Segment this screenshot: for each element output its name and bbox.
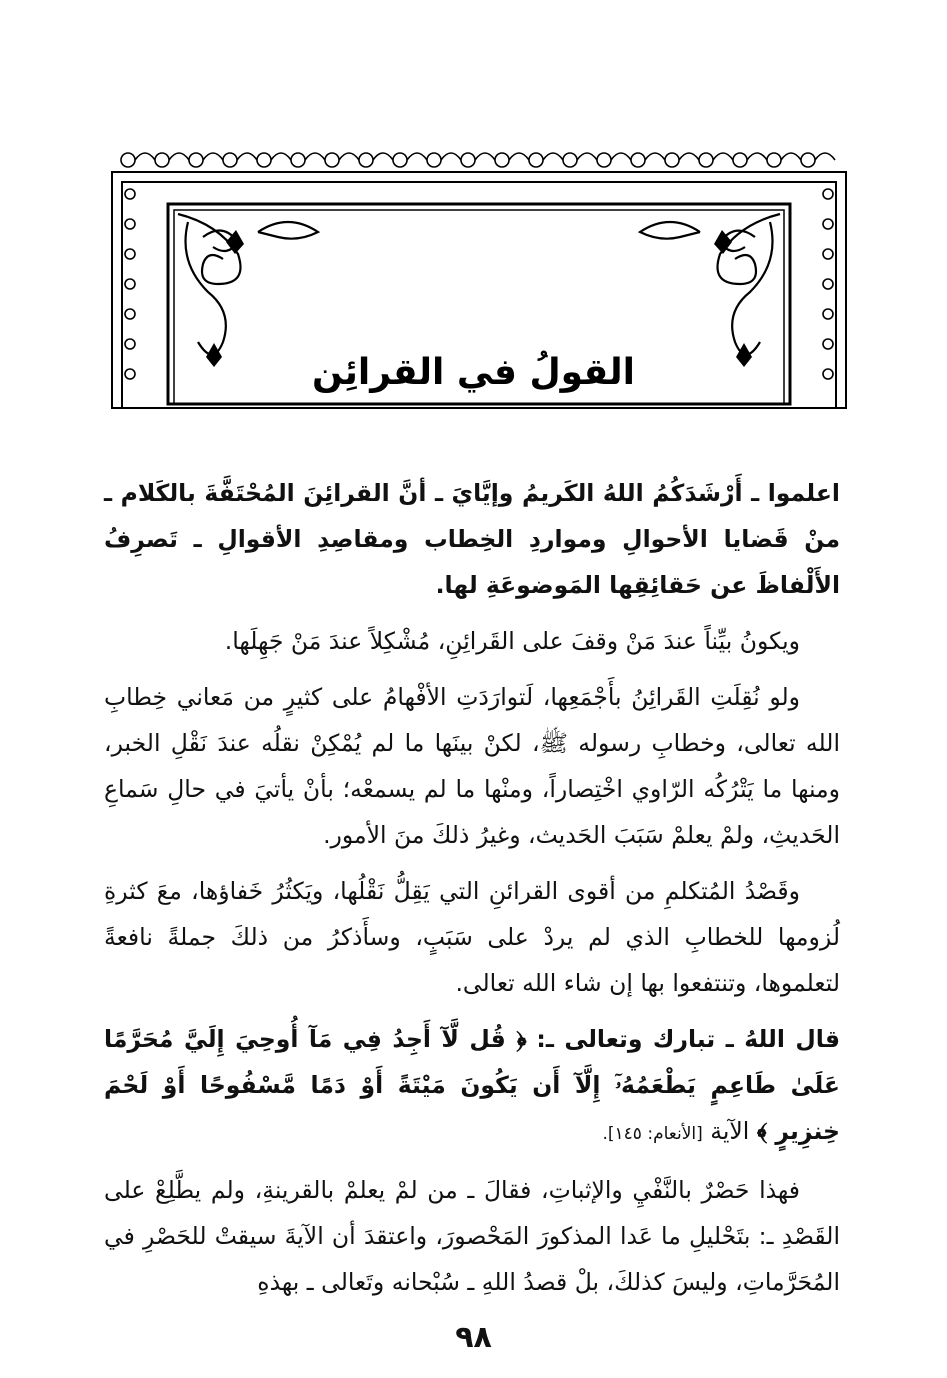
verse-reference: [الأنعام: ١٤٥].: [602, 1124, 703, 1144]
paragraph-1: [104, 470, 840, 608]
chapter-title: القولُ في القرائِن: [311, 352, 636, 393]
verse-suffix: الآية: [710, 1117, 750, 1145]
page-body: [104, 470, 840, 1315]
paragraph-1-text: اعلموا ـ أَرْشَدَكُمُ اللهُ الكَريمُ وإيَّايَ ـ أنَّ القرائِنَ المُحْتَفَّةَ بالكَلام ـ منْ قَضايا الأحوالِ ومواردِ الخِطاب ومقاصِدِ الأقوالِ ـ تَصرِفُ الأَلْفاظَ عن حَقائِقِها المَوضوعَةِ لها.: [104, 479, 840, 599]
page-number: ٩٨: [455, 1320, 492, 1355]
verse-paragraph: [104, 1016, 840, 1157]
paragraph-final: فهذا حَصْرٌ بالنَّفْيِ والإثباتِ، فقالَ ـ من لمْ يعلمْ بالقرينةِ، ولم يطَّلِعْ على القَصْدِ ـ: بتَحْليلِ ما عَدا المذكورَ المَحْصورَ، واعتقدَ أن الآيةَ سيقتْ للحَصْرِ في المُحَرَّماتِ، وليسَ كذلكَ، بلْ قصدُ اللهِ ـ سُبْحانه وتَعالى ـ بهذهِ: [104, 1176, 840, 1296]
verse-intro: قال اللهُ ـ تبارك وتعالى ـ:: [536, 1025, 840, 1053]
quran-verse: ﴿ قُل لَّآ أَجِدُ فِي مَآ أُوحِيَ إِلَيَّ مُحَرَّمًا عَلَىٰ طَاعِمٍ يَطْعَمُهُۥٓ إِلَّآ أَن يَكُونَ مَيْتَةً أَوْ دَمًا مَّسْفُوحًا أَوْ لَحْمَ خِنزِيرٍ ﴾: [104, 1025, 840, 1145]
paragraph-4: وقَصْدُ المُتكلمِ من أقوى القرائنِ التي يَقِلُّ نَقْلُها، ويَكثُرُ خَفاؤها، معَ كثرةِ لُزومها للخطابِ الذي لم يردْ على سَبَبٍ، وسأَذكرُ من ذلكَ جملةً نافعةً لتعلموها، وتنتفعوا بها إن شاء الله تعالى.: [104, 877, 840, 997]
paragraph-3: ولو نُقِلَتِ القَرائِنُ بأَجْمَعِها، لَتوارَدَتِ الأفْهامُ على كثيرٍ من مَعاني خِطابِ الله تعالى، وخطابِ رسوله ﷺ، لكنْ بينَها ما لم يُمْكِنْ نقلُه عندَ نَقْلِ الخبر، ومنها ما يَتْرُكُه الرّاوي اخْتِصاراً، ومنْها ما لم يسمعْه؛ بأنْ يأتيَ في حالِ سَماعِ الحَديثِ، ولمْ يعلمْ سَبَبَ الحَديث، وغيرُ ذلكَ منَ الأمور.: [104, 683, 840, 849]
paragraph-2: ويكونُ بيِّناً عندَ مَنْ وقفَ على القَرائِنِ، مُشْكِلاً عندَ مَنْ جَهِلَها.: [224, 627, 800, 655]
